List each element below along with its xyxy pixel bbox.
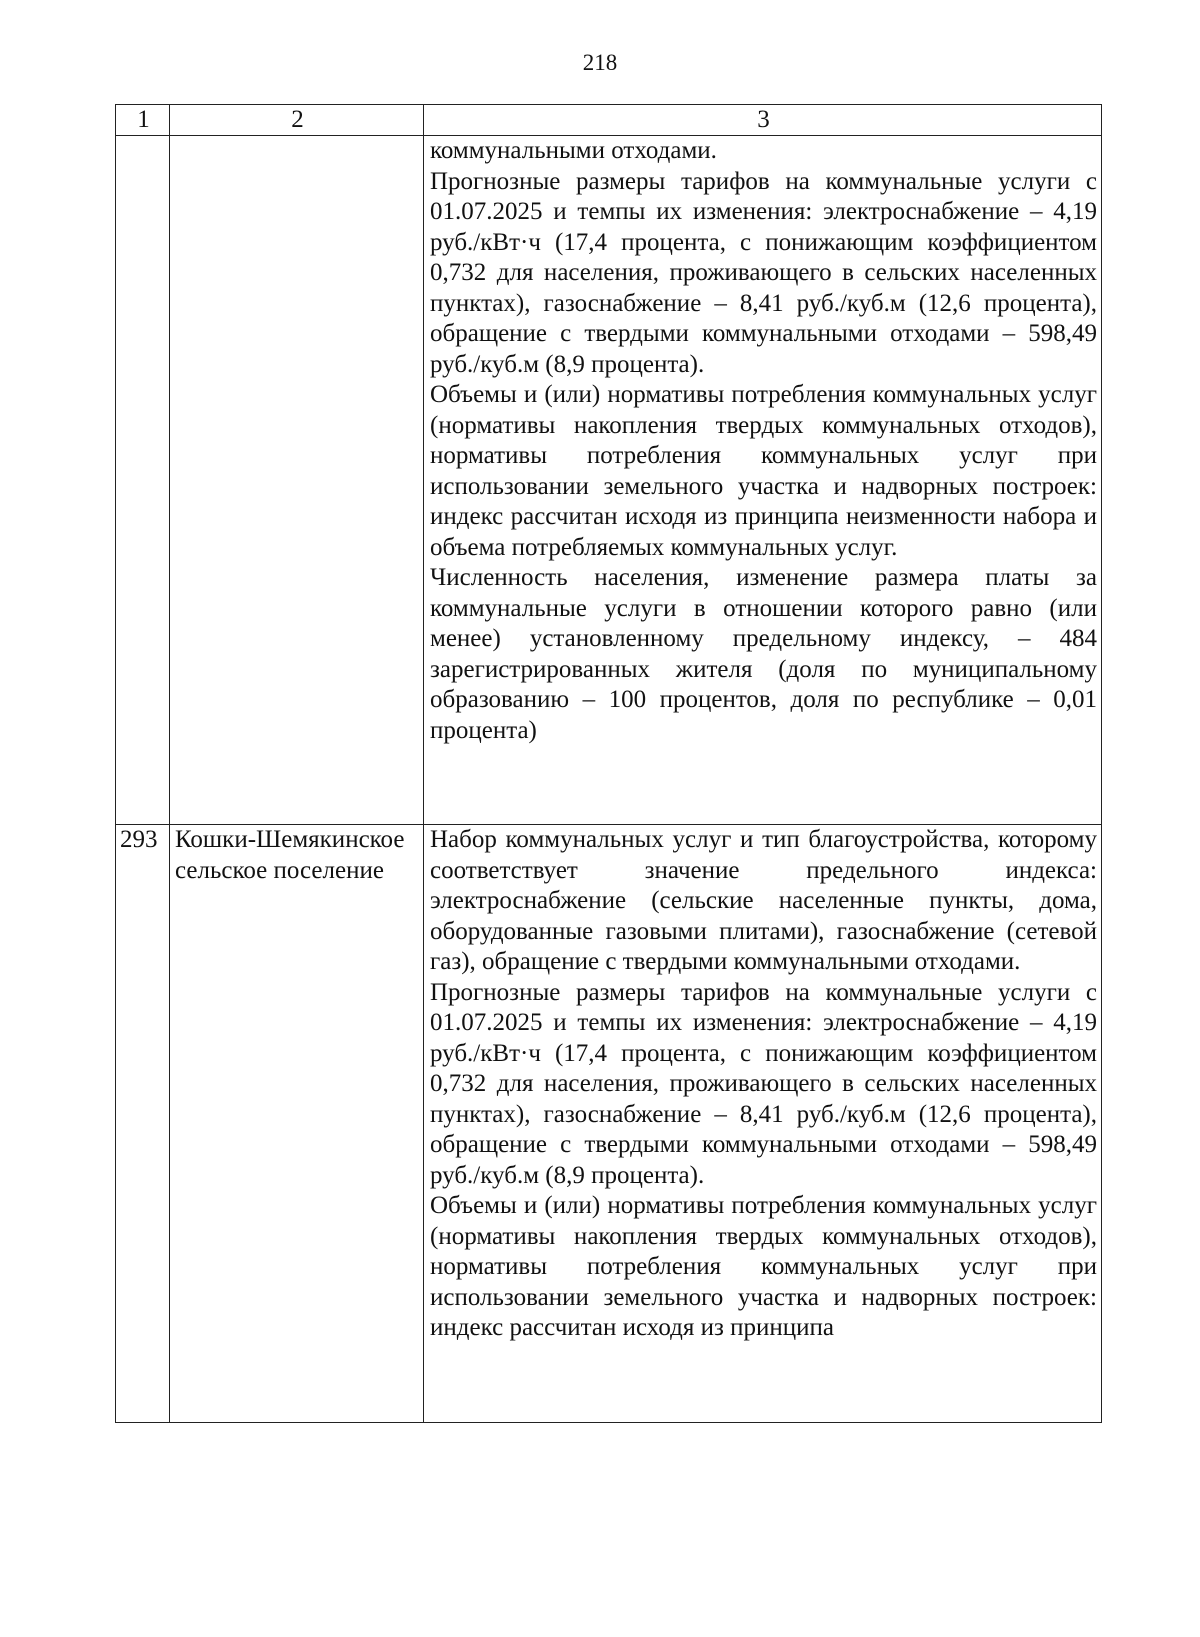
page-number: 218 — [582, 50, 618, 75]
row-number-cell — [116, 136, 170, 825]
paragraph-population: Численность населения, изменение размера платы за коммунальные услуги в отношении которого равно (или менее) установленному предельному индексу, – 484 зарегистрированных жителя (доля по муниципальному образованию – 100 процентов, доля по республике – 0,01 процента) — [430, 564, 1097, 744]
table-row-continuation — [116, 136, 1102, 825]
description-clip — [430, 825, 1097, 1422]
row-number-cell: 293 — [116, 825, 170, 1423]
column-header-2: 2 — [170, 105, 424, 136]
paragraph-normatives: Объемы и (или) нормативы потребления коммунальных услуг (нормативы накопления твердых коммунальных отходов), нормативы потребления коммунальных услуг при использовании земельного участка и надворных построек: индекс рассчитан исходя из принципа — [430, 1192, 1097, 1341]
paragraph-service-set: Набор коммунальных услуг и тип благоустройства, которому соответствует значение предельного индекса: электроснабжение (сельские населенные пункты, дома, оборудованные газовыми плитами), газоснабжение (сетевой газ), обращение с твердыми коммунальными отходами. — [430, 826, 1097, 975]
indices-table — [115, 104, 1102, 1423]
paragraph-tariffs: Прогнозные размеры тарифов на коммунальные услуги с 01.07.2025 и темпы их изменения: электроснабжение – 4,19 руб./кВт·ч (17,4 процента, с понижающим коэффициентом 0,732 для населения, проживающего в сельских населенных пунктах), газоснабжение – 8,41 руб./куб.м (12,6 процента), обращение с твердыми коммунальными отходами – 598,49 руб./куб.м (8,9 процента). — [430, 167, 1097, 378]
description-cell — [424, 825, 1102, 1423]
paragraph-normatives: Объемы и (или) нормативы потребления коммунальных услуг (нормативы накопления твердых коммунальных отходов), нормативы потребления коммунальных услуг при использовании земельного участка и надворных построек: индекс рассчитан исходя из принципа неизменности набора и объема потребляемых коммунальных услуг. — [430, 381, 1097, 561]
column-header-3: 3 — [424, 105, 1102, 136]
paragraph-tariffs: Прогнозные размеры тарифов на коммунальные услуги с 01.07.2025 и темпы их изменения: электроснабжение – 4,19 руб./кВт·ч (17,4 процента, с понижающим коэффициентом 0,732 для населения, проживающего в сельских населенных пунктах), газоснабжение – 8,41 руб./куб.м (12,6 процента), обращение с твердыми коммунальными отходами – 598,49 руб./куб.м (8,9 процента). — [430, 978, 1097, 1189]
paragraph-tko-end: коммунальными отходами. — [430, 137, 717, 164]
description-cell — [424, 136, 1102, 825]
table-header-row — [116, 105, 1102, 136]
municipality-name-cell — [170, 136, 424, 825]
municipality-name-cell: Кошки-Шемякинское сельское поселение — [170, 825, 424, 1423]
column-header-1: 1 — [116, 105, 170, 136]
table-row-293 — [116, 825, 1102, 1423]
